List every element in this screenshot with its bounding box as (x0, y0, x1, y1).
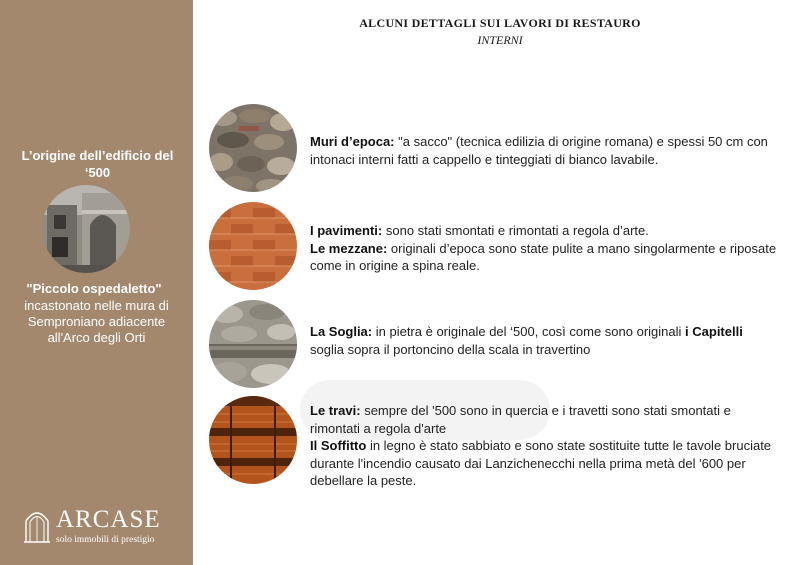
walls-text: "a sacco" (tecnica edilizia di origine romana) e spessi 50 cm con intonaci interni fatti a cappello e tinteggiati di bianco lavabile. (310, 134, 768, 167)
detail-beams (310, 402, 780, 490)
stone-wall-photo (209, 104, 297, 192)
terracotta-floor-photo (209, 202, 297, 290)
stone-threshold-photo (209, 300, 297, 388)
threshold-label: La Soglia: (310, 324, 373, 339)
capitelli-label: i Capitelli (685, 324, 743, 339)
capitelli-text: soglia sopra il portoncino della scala in travertino (310, 341, 591, 357)
wooden-ceiling-photo (209, 396, 297, 484)
detail-threshold (310, 323, 780, 358)
ceiling-label: Il Soffitto (310, 438, 367, 453)
page-title: ALCUNI DETTAGLI SUI LAVORI DI RESTAURO (359, 16, 641, 30)
page-subtitle: INTERNI (477, 33, 523, 47)
threshold-text: in pietra è originale del ‘500, così come sono originali (372, 324, 686, 339)
building-name: "Piccolo ospedaletto" (26, 281, 162, 296)
building-photo (42, 185, 130, 273)
mezzane-label: Le mezzane: (310, 240, 388, 256)
origin-title: L’origine dell’edificio del ‘500 (21, 148, 174, 180)
beams-text: sempre del '500 sono in quercia e i travetti sono stati smontati e rimontati a regola d'arte (310, 403, 731, 436)
building-description: incastonato nelle mura di Semproniano adiacente all'Arco degli Orti (24, 298, 169, 345)
logo-tagline: solo immobili di prestigio (56, 535, 155, 545)
detail-walls (310, 133, 780, 168)
beams-label: Le travi: (310, 403, 361, 418)
arch-logo-icon (24, 507, 50, 543)
mezzane-text: originali d’epoca sono state pulite a mano singolarmente e riposate come in origine a spina reale. (310, 240, 777, 273)
arcase-logo (24, 506, 184, 546)
sidebar (0, 0, 193, 565)
detail-floors (310, 222, 780, 275)
ceiling-text: in legno è stato sabbiato e sono state sostituite tutte le tavole bruciate durante l'incendio causato dai Lanzichenecchi nella prima metà del '600 per debellare la peste. (310, 438, 772, 488)
floors-label: I pavimenti: (310, 223, 383, 238)
logo-name: ARCASE (56, 506, 161, 533)
floors-text: sono stati smontati e rimontati a regola d’arte. (382, 223, 649, 238)
walls-label: Muri d’epoca: (310, 134, 395, 149)
